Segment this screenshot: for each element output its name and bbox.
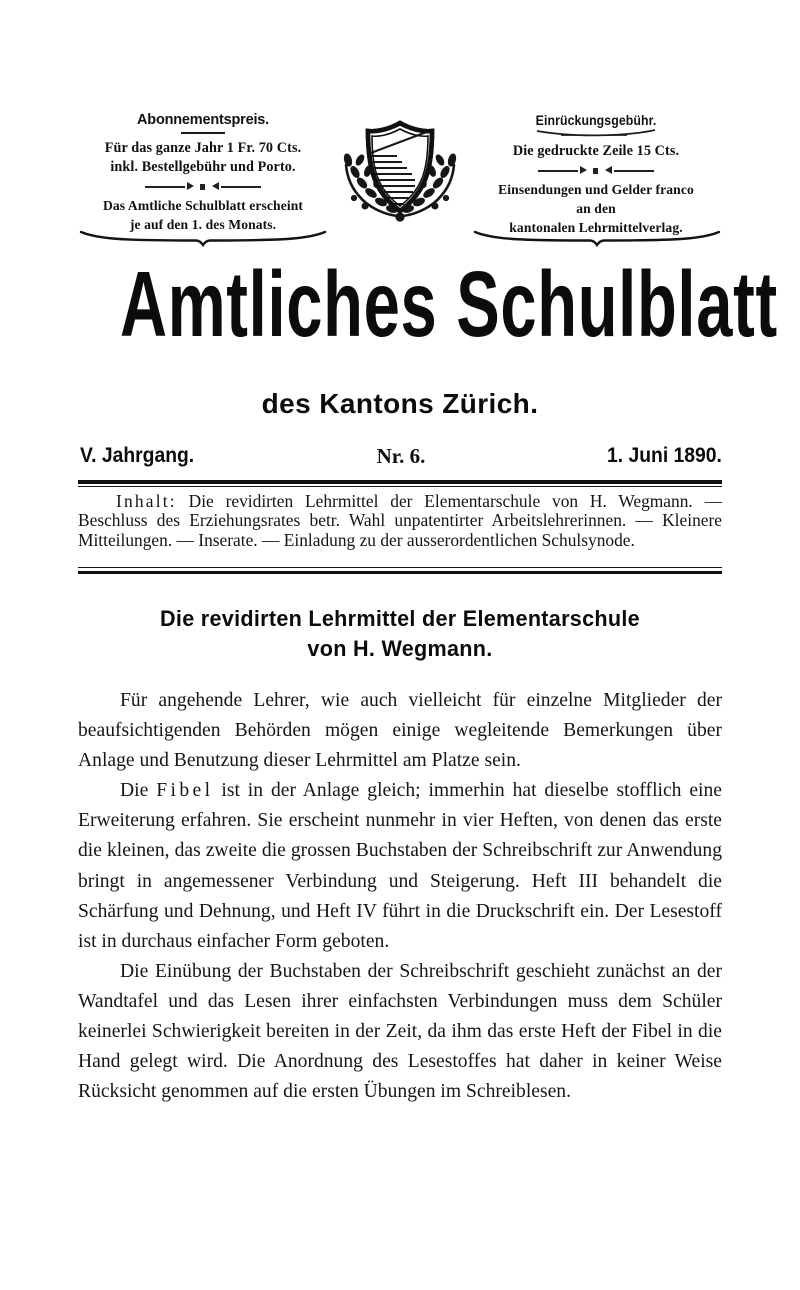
insertion-fee-heading: Einrückungsgebühr. [535,112,657,128]
article-paragraph [78,957,722,1107]
insertion-fee-line-1: Die gedruckte Zeile 15 Cts. [512,143,680,159]
emphasised-term: Fibel [156,780,214,802]
ornament-divider-icon [143,182,263,191]
issue-volume: V. Jahrgang. [80,444,195,467]
article-body [78,686,722,1107]
submission-line-2: an den [576,201,616,216]
paragraph-text: Die [120,780,157,802]
paragraph-text: Für angehende Lehrer, wie auch vielleicht für einzelne Mitglieder der beaufsichtigenden Behörden mögen einige wegleitende Bemerkungen über Anlage und Benutzung dieser Lehrmittel am Platze sein. [78,690,722,772]
article-headline [91,604,709,664]
masthead-subtitle: des Kantons Zürich. [261,388,539,419]
paragraph-text: ist in der Anlage gleich; immerhin hat dieselbe stofflich eine Erweiterung erfahren. Sie erscheint nunmehr in vier Heften, von denen das erste die kleinen, das zweite die grossen Buchstaben der Schreibschrift zur Anwendung bringt in angemessener Verbindung und Steigerung. Heft III behandelt die Schärfung und Dehnung, und Heft IV führt in die Druckschrift ein. Der Lesestoff ist in durchaus einfacher Form geboten. [78,780,722,952]
swash-rule-right-icon [472,228,722,246]
subscription-price-line-2: inkl. Bestellgebühr und Porto. [110,159,296,175]
submission-line-1: Einsendungen und Gelder franco [498,182,694,197]
subscription-price-block [78,112,328,234]
article-headline-line-2: von H. Wegmann. [307,636,493,661]
issue-number: Nr. 6. [376,444,426,468]
subscription-price-line-1: Für das ganze Jahr 1 Fr. 70 Cts. [104,140,302,156]
submission-line-3: kantonalen Lehrmittelverlag. [509,220,683,235]
swash-rule-left-icon [78,228,328,246]
article-paragraph [78,686,722,776]
masthead-title: Amtliches Schulblatt [120,252,778,356]
contents-text: Die revidirten Lehrmittel der Elementarschule von H. Wegmann. — Beschluss des Erziehungsrates betr. Wahl unpatentirter Arbeitslehrerinnen. — Kleinere Mitteilungen. — Inserate. — Einladung zu der ausserordentlichen Schulsynode. [78,491,722,550]
contents-label: Inhalt: [116,491,177,511]
publication-frequency-line-1: Das Amtliche Schulblatt erscheint [102,198,304,213]
subscription-price-heading: Abonnementspreis. [137,112,269,128]
publication-frequency-line-2: je auf den 1. des Monats. [129,217,277,232]
paragraph-text: Die Einübung der Buchstaben der Schreibschrift geschieht zunächst an der Wandtafel und das Lesen ihrer einfachsten Verbindungen muss dem Schüler keinerlei Schwierigkeit bereiten in der Zeit, da ihm das erste Heft der Fibel in die Hand gelegt wird. Die Anordnung des Lesestoffes hat daher in keiner Weise Rücksicht genommen auf die ersten Übungen im Schreiblesen. [78,960,722,1103]
contents-bottom-rule [78,567,722,574]
zurich-coat-of-arms-icon [335,110,465,234]
insertion-fee-block [470,112,722,237]
masthead-top [78,112,722,244]
contents-top-rule [78,480,722,487]
ornament-divider-icon-2 [536,166,656,175]
short-rule-divider [181,132,225,134]
issue-line [80,444,722,472]
contents-block [78,492,722,550]
article-headline-line-1: Die revidirten Lehrmittel der Elementarschule [160,606,640,631]
issue-date: 1. Juni 1890. [607,444,722,467]
swash-underline-icon [531,129,661,138]
article-paragraph [78,776,722,957]
